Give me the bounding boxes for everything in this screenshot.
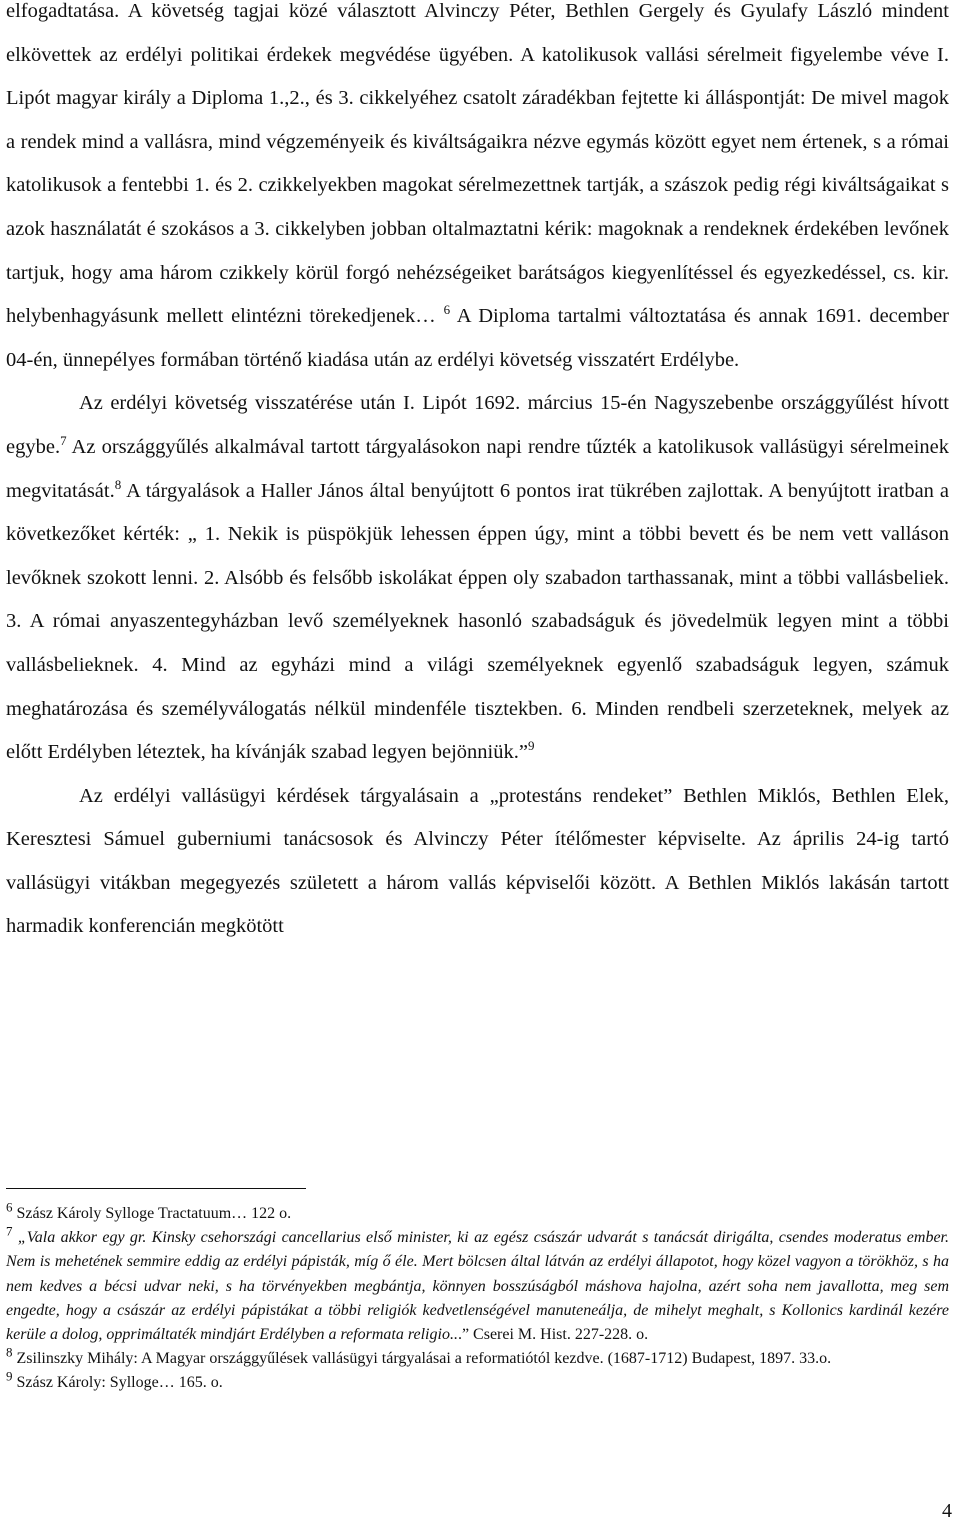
footnote-8 bbox=[6, 1344, 949, 1371]
main-text bbox=[6, 0, 949, 949]
text-run: Az erdélyi vallásügyi kérdések tárgyalásain a „protestáns rendeket” Bethlen Miklós, Bethlen Elek, Keresztesi Sámuel guberniumi tanácsosok és Alvinczy Péter ítélőmester képviselte. Az április 24-ig tartó vallásügyi vitákban megegyezés született a három vallás képviselői között. A Bethlen Miklós lakásán tartott harmadik konferencián megkötött bbox=[6, 784, 949, 938]
paragraph-3 bbox=[6, 775, 949, 949]
text-run: Szász Károly: Sylloge… 165. o. bbox=[12, 1374, 223, 1392]
text-run: Az országgyűlés alkalmával tartott tárgyalásokon napi rendre tűzték a katolikusok vallásügyi sérelmeinek megvitatását. bbox=[6, 435, 949, 502]
footnote-ref: 8 bbox=[114, 476, 122, 492]
text-run: Az erdélyi követség visszatérése után I. Lipót 1692. március 15-én Nagyszebenbe országgyűlést hívott egybe. bbox=[6, 392, 949, 458]
footnote-6 bbox=[6, 1199, 949, 1226]
page bbox=[6, 0, 950, 1392]
text-run: A tárgyalások a Haller János által benyújtott 6 pontos irat tükrében zajlottak. A benyújtott iratban a következőket kérték: „ 1. Nekik is püspökjük lehessen éppen úgy, mint a többi bevett és be nem vett valláson levőknek szokott lenni. 2. Alsóbb és felsőbb iskolákat éppen oly szabadon tarthassanak, mint a többi vallásbeliek. 3. A római anyaszentegyházban levő személyeknek hasonló szabadságuk és jövedelmük legyen mint a többi vallásbelieknek. 4. Mind az egyházi mind a világi személyeknek egyenlő szabadságuk legyen, számuk meghatározása és személyválogatás nélkül mindenféle tisztekben. 6. Minden rendbeli szerzeteknek, melyek az előtt Erdélyben léteztek, ha kívánják szabad legyen bejönniük.” bbox=[6, 479, 949, 764]
footnote-ref: 9 bbox=[527, 738, 535, 754]
text-run: Zsilinszky Mihály: A Magyar országgyűlések vallásügyi tárgyalásai a reformatiótól kezdve. (1687-1712) Budapest, 1897. 33.o. bbox=[12, 1350, 832, 1368]
footnote-ref: 6 bbox=[6, 1199, 13, 1215]
footnote-7 bbox=[6, 1223, 950, 1347]
footnote-ref: 6 bbox=[443, 302, 451, 318]
footnote-ref: 7 bbox=[6, 1223, 13, 1239]
paragraph-1 bbox=[6, 0, 949, 382]
text-run: .” Cserei M. Hist. 227-228. o. bbox=[457, 1326, 649, 1344]
footnote-ref: 7 bbox=[60, 433, 67, 449]
paragraph-2 bbox=[6, 382, 949, 774]
footnote-ref: 9 bbox=[6, 1369, 13, 1385]
page-number: 4 bbox=[942, 1500, 952, 1522]
footnote-ref: 8 bbox=[6, 1344, 13, 1360]
footnote-separator bbox=[6, 1188, 306, 1189]
footnotes bbox=[6, 1199, 950, 1396]
text-run: Szász Károly Sylloge Tractatuum… 122 o. bbox=[12, 1205, 292, 1222]
text-run: elfogadtatása. A követség tagjai közé választott Alvinczy Péter, Bethlen Gergely és Gyulafy László mindent elkövettek az erdélyi politikai érdekek megvédése ügyében. A katolikusok vallási sérelmeit figyelembe véve I. Lipót magyar király a Diploma 1.,2., és 3. cikkelyéhez csatolt záradékban fejtette ki álláspontját: De mivel magok a rendek mind a vallásra, mind végzeményeik és kiváltságaikra nézve egymás között egyet nem értenek, s a római katolikusok a fentebbi 1. és 2. czikkelyekben magokat sérelmezettnek tartják, a szászok pedig régi kiváltságaikat s azok használatát é szokásos a 3. cikkelyben jobban oltalmaztatni kérik: magoknak a rendeknek érdekében levőnek tartjuk, hogy ama három czikkely körül forgó nehézségeiket barátságos kiegyenlítéssel és egyezkedéssel, cs. kir. helybenhagyásunk mellett elintézni törekedjenek… bbox=[6, 0, 949, 328]
italic-text: „Vala akkor egy gr. Kinsky csehországi cancellarius első minister, ki az egész császár udvarát s tanácsát dirigálta, csendes moderatus ember. Nem is mehetének semmire eddig az erdélyi pápisták, míg ő éle. Mert bölcsen által látván az erdélyi állapotot, hogy közel vagyon a törökhöz, s ha nem kedves a bécsi udvar neki, s ha törvényekben megbántja, könnyen bosszúságból máshova hajolna, azért soha nem javallotta, meg sem engedte, hogy a császár az erdélyi pápistákat a többi religiók kedvetlenségével manuteneálja, de mihelyt meghalt, s Kollonics kardinál kezére kerüle a dolog, opprimáltaték mindjárt Erdélyben a reformata religio.. bbox=[6, 1229, 950, 1344]
text-run: A Diploma tartalmi változtatása és annak 1691. december 04-én, ünnepélyes formában történő kiadása után az erdélyi követség visszatért Erdélybe. bbox=[6, 305, 950, 371]
footnote-9 bbox=[6, 1371, 949, 1395]
